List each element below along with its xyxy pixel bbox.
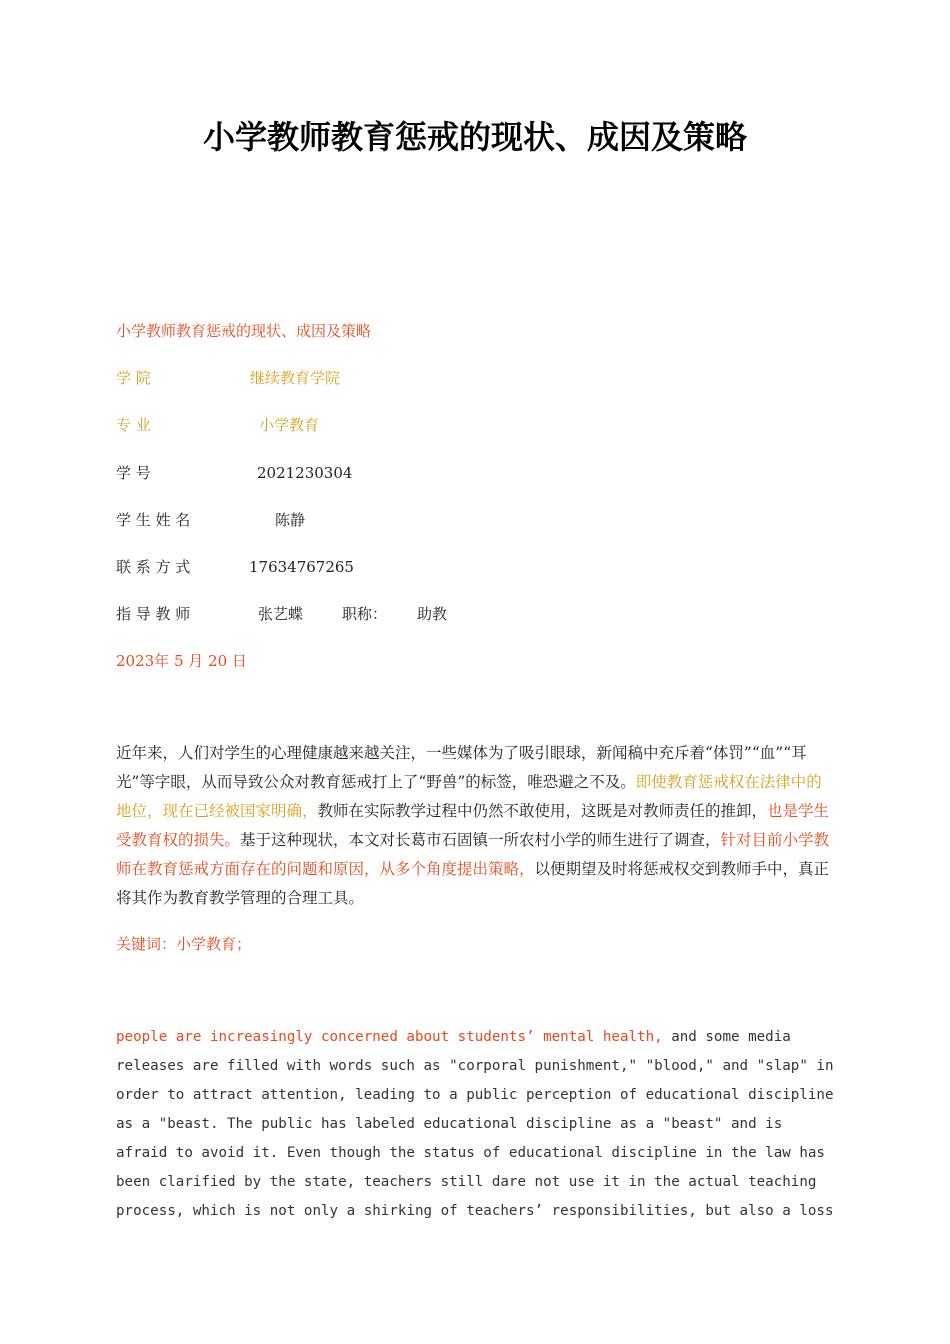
college-row	[116, 367, 340, 388]
abstract-sentence-4: 以便期望及时将惩戒权交到教师手中，真正将其作为教育教学管理的合理工具。	[116, 860, 830, 907]
student-id-label: 学 号	[116, 464, 151, 482]
student-id-value: 2021230304	[257, 464, 353, 482]
abstract-highlight-gold: 即使教育惩戒权在法律中的地位，现在已经被国家明确，	[116, 773, 822, 820]
college-value: 继续教育学院	[250, 369, 341, 387]
english-highlight-red: people are increasingly concerned about students’ mental health,	[116, 1029, 663, 1045]
submission-date: 2023年 5 月 20 日	[116, 652, 247, 670]
contact-label: 联 系 方 式	[116, 558, 191, 576]
student-name-value: 陈静	[275, 511, 306, 529]
contact-value: 17634767265	[249, 558, 354, 576]
page-title: 小学教师教育惩戒的现状、成因及策略	[202, 118, 747, 156]
advisor-rank-label: 职称：	[342, 605, 388, 623]
abstract-highlight-red-2: 针对目前小学教师在教育惩戒方面存在的问题和原因，从多个角度提出策略，	[116, 831, 830, 878]
student-id-row	[116, 462, 352, 483]
major-row	[116, 414, 319, 435]
advisor-row	[116, 603, 447, 624]
english-abstract	[116, 1023, 836, 1226]
abstract-sentence-2: 教师在实际教学过程中仍然不敢使用，这既是对教师责任的推卸，	[317, 802, 768, 820]
english-body: and some media releases are filled with words such as "corporal punishment," "blood," and "slap" in order to attract attention, leading to a public perception of educational discipline as a "beast. The public has labeled educational discipline as a "beast" and is afraid to avoid it. Even though the status of educational discipline in the law has been clarified by the state, teachers still dare not use it in the actual teaching process, which is not only a shirking of teachers’ responsibilities, but also a loss	[116, 1029, 834, 1219]
advisor-label: 指 导 教 师	[116, 605, 191, 623]
abstract-sentence-3: 基于这种现状，本文对长葛市石固镇一所农村小学的师生进行了调查，	[240, 831, 721, 849]
college-label: 学 院	[116, 369, 151, 387]
student-name-label: 学 生 姓 名	[116, 511, 191, 529]
advisor-value: 张艺蝶	[258, 605, 304, 623]
abstract-paragraph	[116, 739, 836, 913]
cover-title: 小学教师教育惩戒的现状、成因及策略	[116, 322, 372, 340]
student-name-row	[116, 509, 305, 530]
abstract-sentence-1: 近年来，人们对学生的心理健康越来越关注，一些媒体为了吸引眼球，新闻稿中充斥着“体罚”“血”“耳光”等字眼，从而导致公众对教育惩戒打上了“野兽”的标签，唯恐避之不及。	[116, 744, 807, 791]
major-value: 小学教育	[259, 416, 320, 434]
contact-row	[116, 556, 354, 577]
major-label: 专 业	[116, 416, 151, 434]
abstract-highlight-red-1: 也是学生受教育权的损失。	[116, 802, 830, 849]
advisor-rank-value: 助教	[417, 605, 448, 623]
keywords: 关键词：小学教育；	[116, 935, 252, 953]
